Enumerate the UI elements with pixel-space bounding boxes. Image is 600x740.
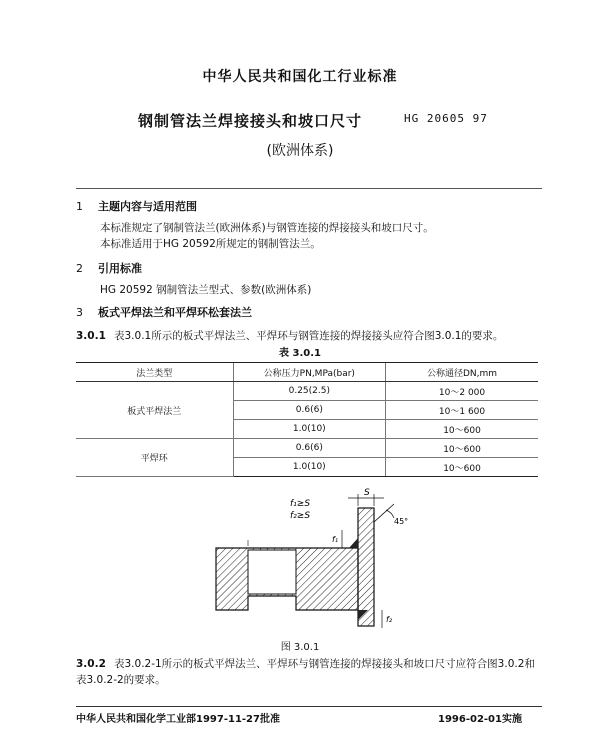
flange-type-cell: 平焊环 [76,439,233,477]
angle-arc [386,510,394,518]
flange-table [76,362,538,477]
pressure-cell: 0.6(6) [233,439,385,458]
diameter-cell: 10～1 600 [386,401,538,420]
label-f2-side: f₂ [386,615,393,624]
section-1-heading [76,198,197,214]
clause-3-0-2-number: 3.0.2 [76,658,106,670]
figure-caption: 图 3.0.1 [280,642,320,653]
label-45-degrees: 45° [394,517,408,526]
document-title: 钢制管法兰焊接接头和坡口尺寸 [138,112,363,130]
document-subtitle: (欧洲体系) [266,143,334,159]
table-header-row [76,363,538,382]
section-1-paragraph-2: 本标准适用于HG 20592所规定的钢制管法兰。 [100,238,321,250]
section-3-heading [76,304,252,320]
clause-3-0-1-text: 表3.0.1所示的板式平焊法兰、平焊环与钢管连接的焊接接头应符合图3.0.1的要求。 [114,330,504,342]
flange-type-cell: 板式平焊法兰 [76,382,233,439]
table-row [76,439,538,458]
issuing-organization: 中华人民共和国化工行业标准 [202,69,398,85]
title-divider [76,188,542,189]
table-header-cell: 公称通径DN,mm [386,363,538,382]
section-2-title: 引用标准 [98,262,142,275]
clause-3-0-2 [76,656,535,671]
clause-3-0-1 [76,328,503,343]
pressure-cell: 0.25(2.5) [233,382,385,401]
standard-code: HG 20605 97 [404,112,488,125]
weld-joint-figure [208,488,408,633]
table-caption: 表 3.0.1 [279,348,321,359]
clause-3-0-1-number: 3.0.1 [76,330,106,342]
clause-3-0-2-line-1: 表3.0.2-1所示的板式平焊法兰、平焊环与钢管连接的焊接接头和坡口尺寸应符合图3.0.2和 [114,658,535,670]
weld-top [349,538,358,548]
section-1-paragraph-1: 本标准规定了钢制管法兰(欧洲体系)与钢管连接的焊接接头和坡口尺寸。 [100,222,434,234]
label-f1-ge-s: f₁≥S [290,499,311,509]
diameter-cell: 10～600 [386,458,538,477]
section-2-number: 2 [76,262,83,275]
pressure-cell: 0.6(6) [233,401,385,420]
label-s: S [364,488,370,498]
section-1-number: 1 [76,200,83,213]
label-f1-side: f₁ [332,535,339,544]
effective-date: 1996-02-01实施 [438,714,522,725]
section-3-number: 3 [76,306,83,319]
section-1-title: 主题内容与适用范围 [98,200,197,213]
footer-divider [76,706,542,707]
table-header-cell: 公称压力PN,MPa(bar) [233,363,385,382]
clause-3-0-2-line-2: 表3.0.2-2的要求。 [76,674,166,686]
diameter-cell: 10～600 [386,439,538,458]
section-3-title: 板式平焊法兰和平焊环松套法兰 [98,306,252,319]
pressure-cell: 1.0(10) [233,420,385,439]
table-header-cell: 法兰类型 [76,363,233,382]
section-2-reference: HG 20592 钢制管法兰型式、参数(欧洲体系) [100,284,312,296]
section-2-heading [76,260,142,276]
pipe-wall [358,508,374,626]
diameter-cell: 10～2 000 [386,382,538,401]
bolt-hole [248,550,296,594]
label-f2-ge-s: f₂≥S [290,511,311,521]
table-row [76,382,538,401]
diameter-cell: 10～600 [386,420,538,439]
pressure-cell: 1.0(10) [233,458,385,477]
approval-note: 中华人民共和国化学工业部1997-11-27批准 [76,714,280,725]
